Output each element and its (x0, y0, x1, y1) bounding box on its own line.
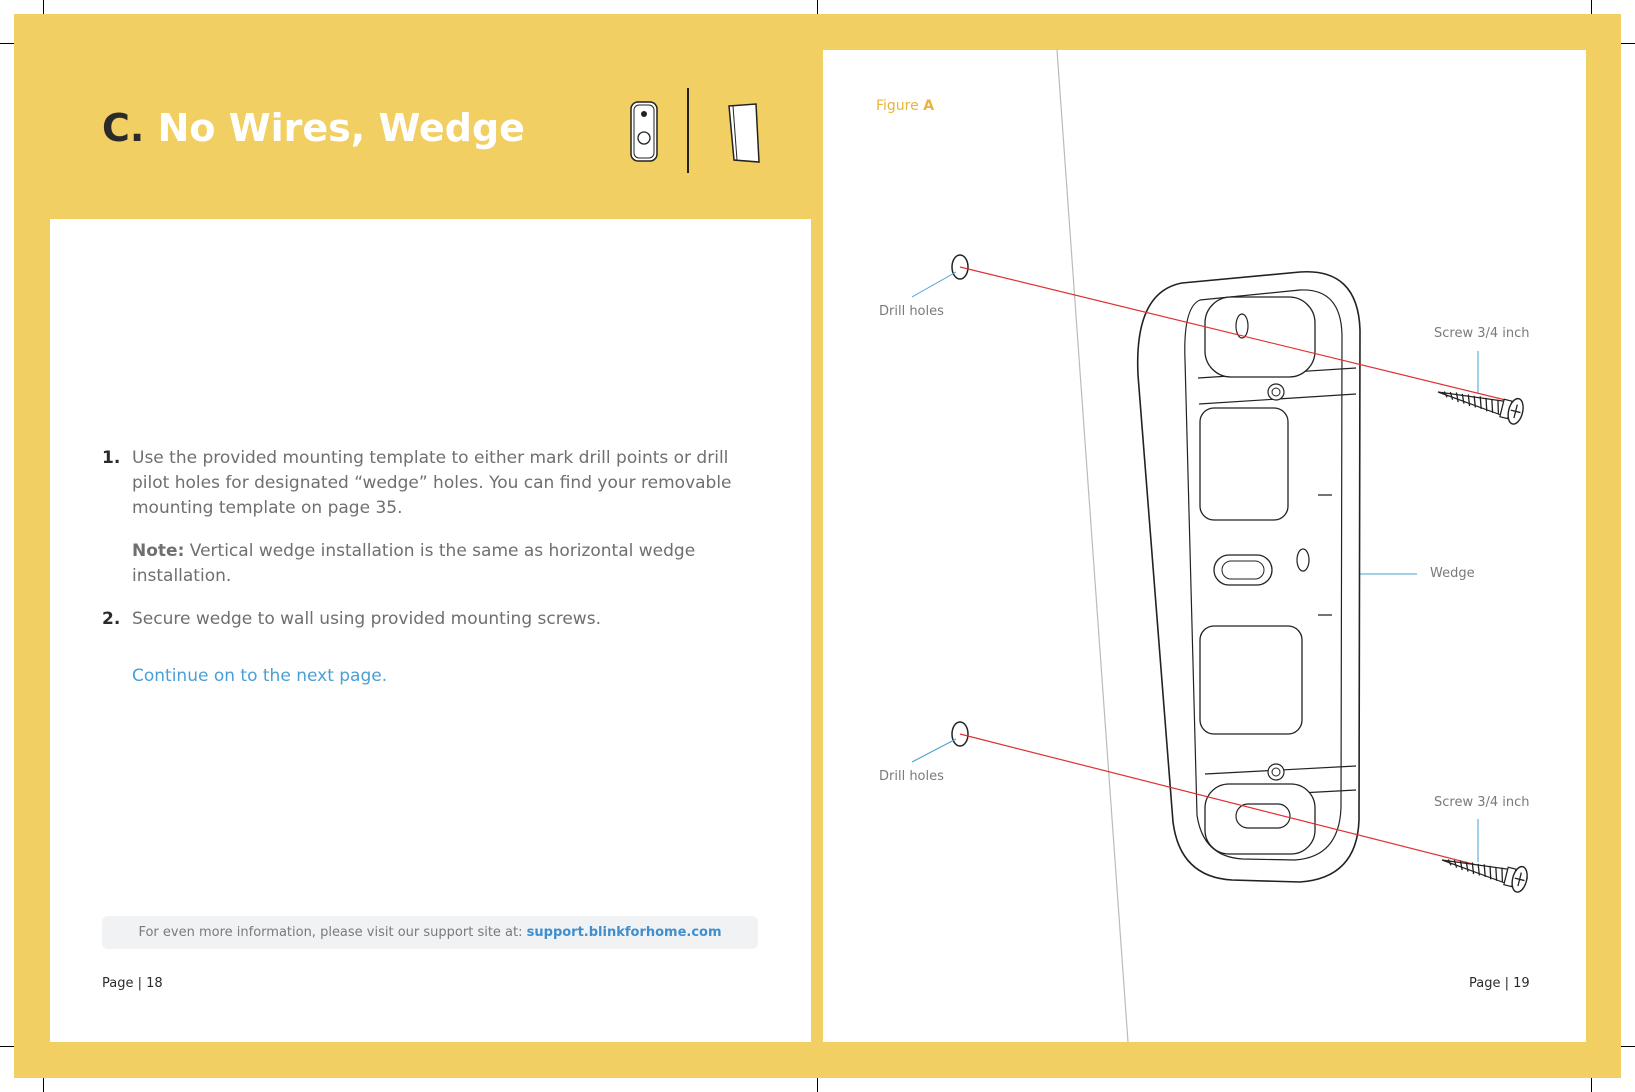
leader-line (912, 272, 956, 297)
support-text: For even more information, please visit our support site at: (138, 925, 527, 940)
callout-screw-bottom: Screw 3/4 inch (1434, 795, 1530, 810)
note-label: Note: (132, 541, 185, 561)
screw-icon (1439, 847, 1530, 893)
step-number: 1. (102, 448, 121, 468)
wall-edge-line (1057, 50, 1128, 1042)
leader-line (912, 739, 956, 762)
support-url-link[interactable]: support.blinkforhome.com (526, 925, 722, 940)
note-text: Vertical wedge installation is the same as horizontal wedge installation. (132, 541, 696, 586)
callout-wedge: Wedge (1430, 566, 1475, 581)
page-number-left: Page | 18 (102, 976, 163, 991)
step-text: Use the provided mounting template to either mark drill points or drill pilot holes for designated “wedge” holes. You can find your removable mounting template on page 35. (132, 448, 732, 518)
callout-screw-top: Screw 3/4 inch (1434, 326, 1530, 341)
wedge-mount (1138, 272, 1360, 882)
section-title: No Wires, Wedge (157, 106, 525, 150)
figure-letter: A (923, 98, 935, 114)
step-text: Secure wedge to wall using provided mounting screws. (132, 609, 601, 629)
section-letter: C. (102, 106, 145, 150)
callout-drill-holes-top: Drill holes (879, 304, 944, 319)
page-number-right: Page | 19 (1469, 976, 1530, 991)
step-number: 2. (102, 609, 121, 629)
continue-link[interactable]: Continue on to the next page. (132, 666, 388, 686)
callout-drill-holes-bottom: Drill holes (879, 769, 944, 784)
figure-prefix: Figure (876, 98, 924, 114)
